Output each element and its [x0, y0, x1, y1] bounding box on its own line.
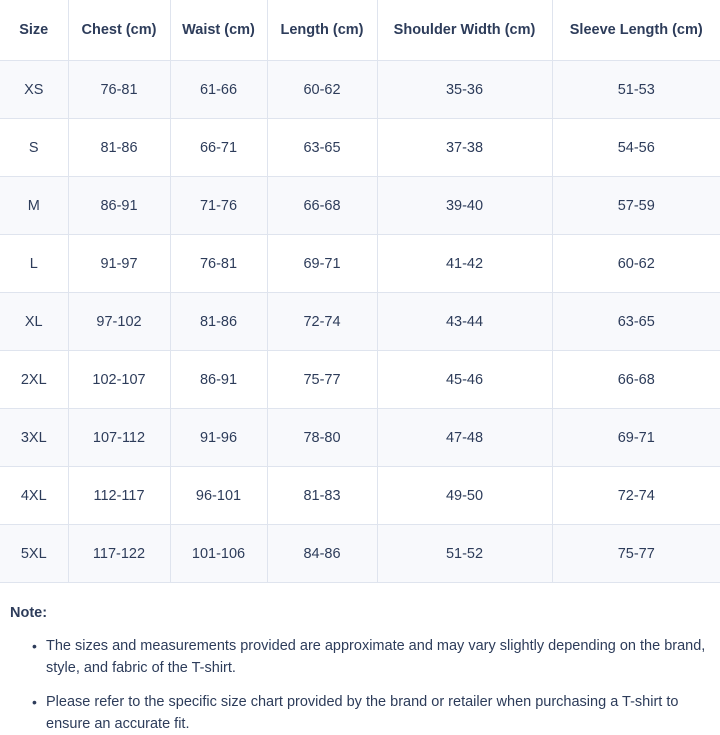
cell-size: 4XL: [0, 467, 68, 525]
cell-sleeve-length: 54-56: [552, 119, 720, 177]
cell-waist: 61-66: [170, 61, 267, 119]
cell-waist: 81-86: [170, 293, 267, 351]
table-header: [0, 0, 720, 61]
cell-shoulder-width: 47-48: [377, 409, 552, 467]
cell-chest: 112-117: [68, 467, 170, 525]
cell-size: L: [0, 235, 68, 293]
column-header-waist: Waist (cm): [170, 0, 267, 61]
cell-waist: 91-96: [170, 409, 267, 467]
cell-shoulder-width: 37-38: [377, 119, 552, 177]
table-row: [0, 61, 720, 119]
cell-waist: 66-71: [170, 119, 267, 177]
column-header-sleeve-length: Sleeve Length (cm): [552, 0, 720, 61]
table-row: [0, 467, 720, 525]
cell-sleeve-length: 63-65: [552, 293, 720, 351]
cell-chest: 76-81: [68, 61, 170, 119]
cell-length: 60-62: [267, 61, 377, 119]
table-body: [0, 61, 720, 583]
cell-size: S: [0, 119, 68, 177]
cell-size: XL: [0, 293, 68, 351]
cell-chest: 91-97: [68, 235, 170, 293]
cell-length: 63-65: [267, 119, 377, 177]
cell-sleeve-length: 57-59: [552, 177, 720, 235]
cell-length: 66-68: [267, 177, 377, 235]
table-row: [0, 351, 720, 409]
table-row: [0, 177, 720, 235]
cell-shoulder-width: 41-42: [377, 235, 552, 293]
cell-length: 78-80: [267, 409, 377, 467]
cell-shoulder-width: 51-52: [377, 525, 552, 583]
cell-sleeve-length: 66-68: [552, 351, 720, 409]
cell-sleeve-length: 69-71: [552, 409, 720, 467]
cell-chest: 107-112: [68, 409, 170, 467]
column-header-length: Length (cm): [267, 0, 377, 61]
table-row: [0, 235, 720, 293]
table-row: [0, 409, 720, 467]
cell-chest: 81-86: [68, 119, 170, 177]
cell-length: 81-83: [267, 467, 377, 525]
list-item: • Please refer to the specific size chart provided by the brand or retailer when purchasing a T-shirt to ensure an accurate fit.: [32, 691, 710, 735]
cell-waist: 101-106: [170, 525, 267, 583]
cell-waist: 76-81: [170, 235, 267, 293]
list-item: • The sizes and measurements provided are approximate and may vary slightly depending on the brand, style, and fabric of the T-shirt.: [32, 635, 710, 679]
table-row: [0, 293, 720, 351]
notes-title: Note:: [10, 605, 48, 621]
cell-size: M: [0, 177, 68, 235]
cell-shoulder-width: 39-40: [377, 177, 552, 235]
cell-size: XS: [0, 61, 68, 119]
cell-length: 84-86: [267, 525, 377, 583]
cell-shoulder-width: 49-50: [377, 467, 552, 525]
column-header-size: Size: [0, 0, 68, 61]
cell-chest: 102-107: [68, 351, 170, 409]
table-row: [0, 525, 720, 583]
table-row: [0, 119, 720, 177]
cell-waist: 86-91: [170, 351, 267, 409]
cell-waist: 96-101: [170, 467, 267, 525]
cell-length: 69-71: [267, 235, 377, 293]
cell-chest: 117-122: [68, 525, 170, 583]
cell-sleeve-length: 72-74: [552, 467, 720, 525]
cell-shoulder-width: 43-44: [377, 293, 552, 351]
cell-chest: 86-91: [68, 177, 170, 235]
cell-sleeve-length: 60-62: [552, 235, 720, 293]
cell-sleeve-length: 51-53: [552, 61, 720, 119]
notes-section: [0, 583, 720, 735]
cell-shoulder-width: 45-46: [377, 351, 552, 409]
cell-chest: 97-102: [68, 293, 170, 351]
cell-shoulder-width: 35-36: [377, 61, 552, 119]
cell-size: 2XL: [0, 351, 68, 409]
column-header-chest: Chest (cm): [68, 0, 170, 61]
table-header-row: [0, 0, 720, 61]
cell-length: 75-77: [267, 351, 377, 409]
cell-size: 3XL: [0, 409, 68, 467]
notes-list: [10, 635, 710, 735]
cell-sleeve-length: 75-77: [552, 525, 720, 583]
cell-waist: 71-76: [170, 177, 267, 235]
cell-size: 5XL: [0, 525, 68, 583]
column-header-shoulder-width: Shoulder Width (cm): [377, 0, 552, 61]
cell-length: 72-74: [267, 293, 377, 351]
